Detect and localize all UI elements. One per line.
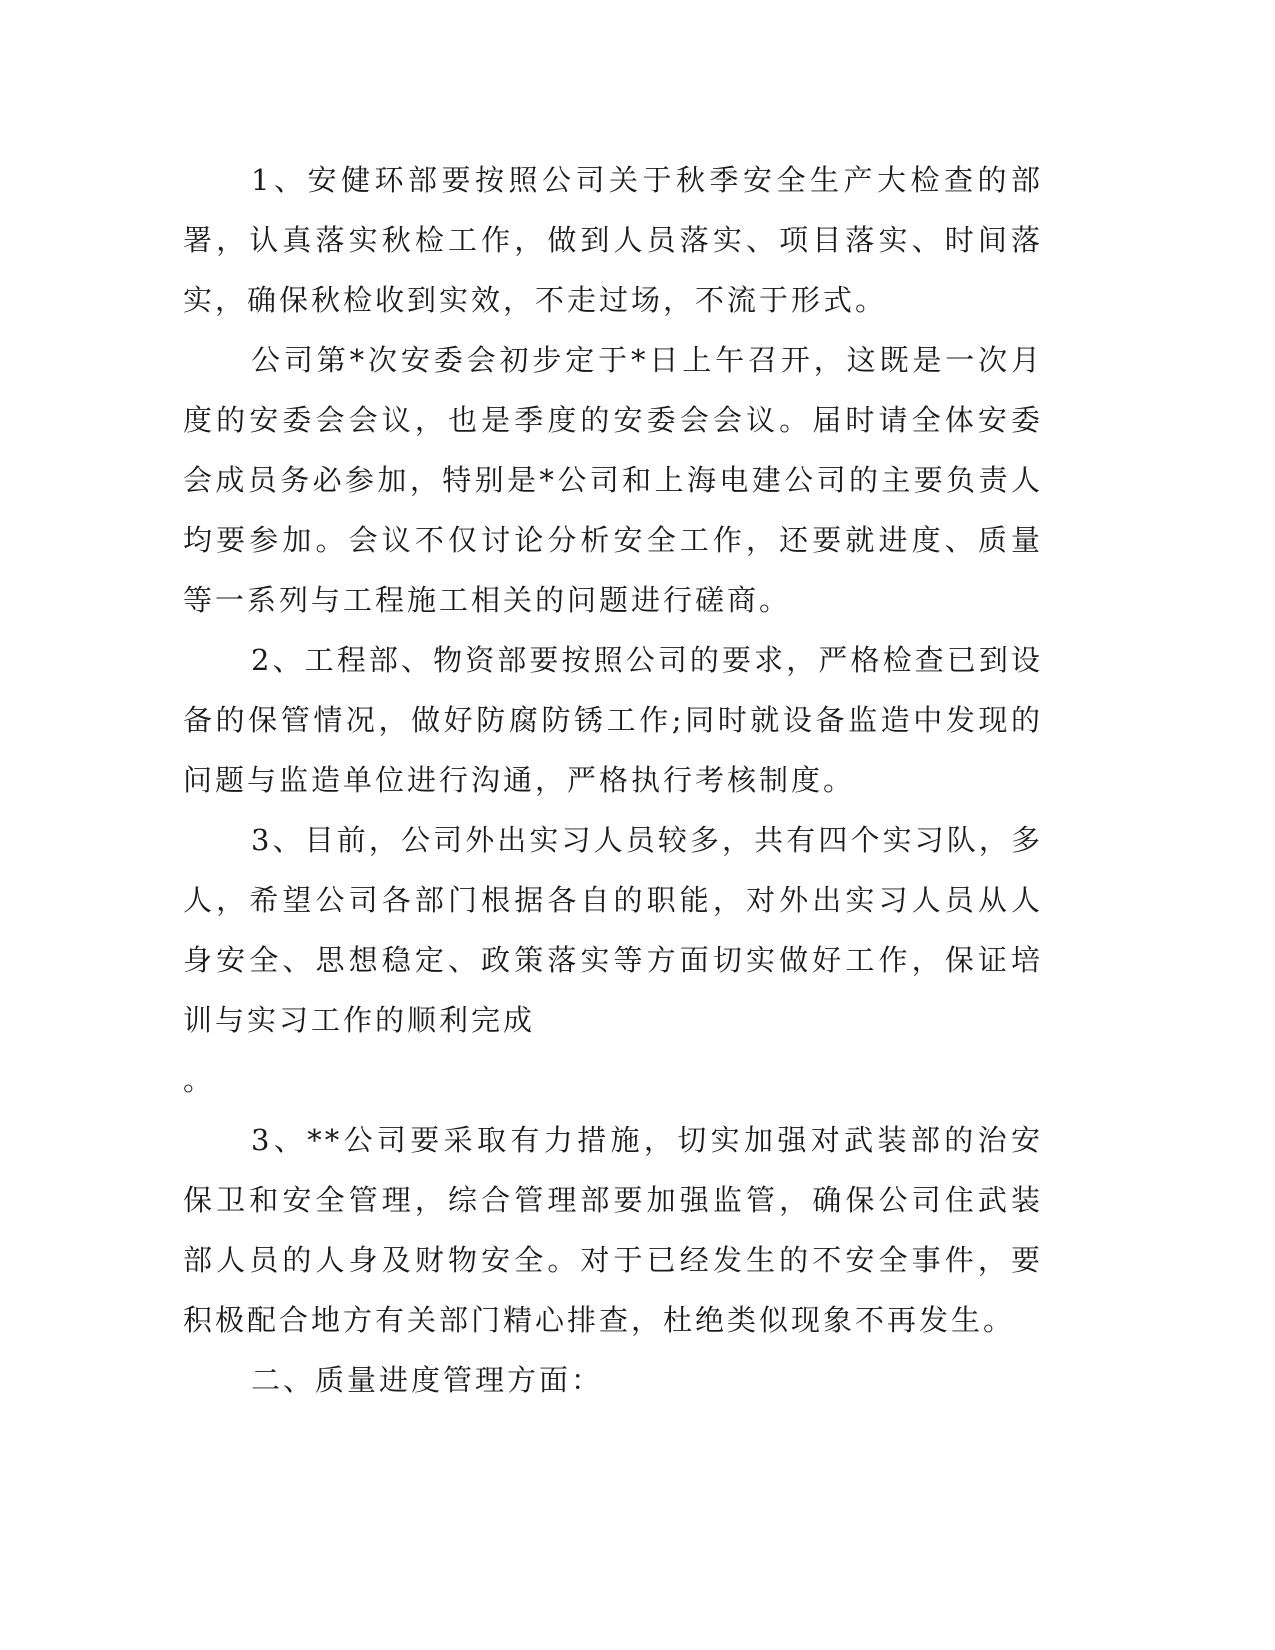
paragraph-interns-end-mark: 。 — [183, 1063, 216, 1097]
section-heading-quality-progress: 二、质量进度管理方面： — [251, 1363, 604, 1397]
paragraph-interns-text: 3、目前，公司外出实习人员较多，共有四个实习队，多人，希望公司各部门根据各自的职能，对外出实习人员从人身安全、思想稳定、政策落实等方面切实做好工作，保证培训与实习工作的顺利完成 — [183, 823, 1043, 1037]
paragraph-security-management: 3、**公司要采取有力措施，切实加强对武装部的治安保卫和安全管理，综合管理部要加强监管，确保公司住武装部人员的人身及财物安全。对于已经发生的不安全事件，要积极配合地方有关部门精心排查，杜绝类似现象不再发生。 — [183, 1123, 1043, 1337]
paragraph-equipment-storage: 2、工程部、物资部要按照公司的要求，严格检查已到设备的保管情况，做好防腐防锈工作;同时就设备监造中发现的问题与监造单位进行沟通，严格执行考核制度。 — [183, 643, 1043, 797]
paragraph-interns — [183, 810, 1043, 1110]
paragraph-autumn-inspection: 1、安健环部要按照公司关于秋季安全生产大检查的部署，认真落实秋检工作，做到人员落实、项目落实、时间落实，确保秋检收到实效，不走过场，不流于形式。 — [183, 163, 1043, 317]
document-body — [183, 150, 1043, 1410]
paragraph-safety-committee-meeting: 公司第*次安委会初步定于*日上午召开，这既是一次月度的安委会会议，也是季度的安委会会议。届时请全体安委会成员务必参加，特别是*公司和上海电建公司的主要负责人均要参加。会议不仅讨论分析安全工作，还要就进度、质量等一系列与工程施工相关的问题进行磋商。 — [183, 343, 1043, 617]
